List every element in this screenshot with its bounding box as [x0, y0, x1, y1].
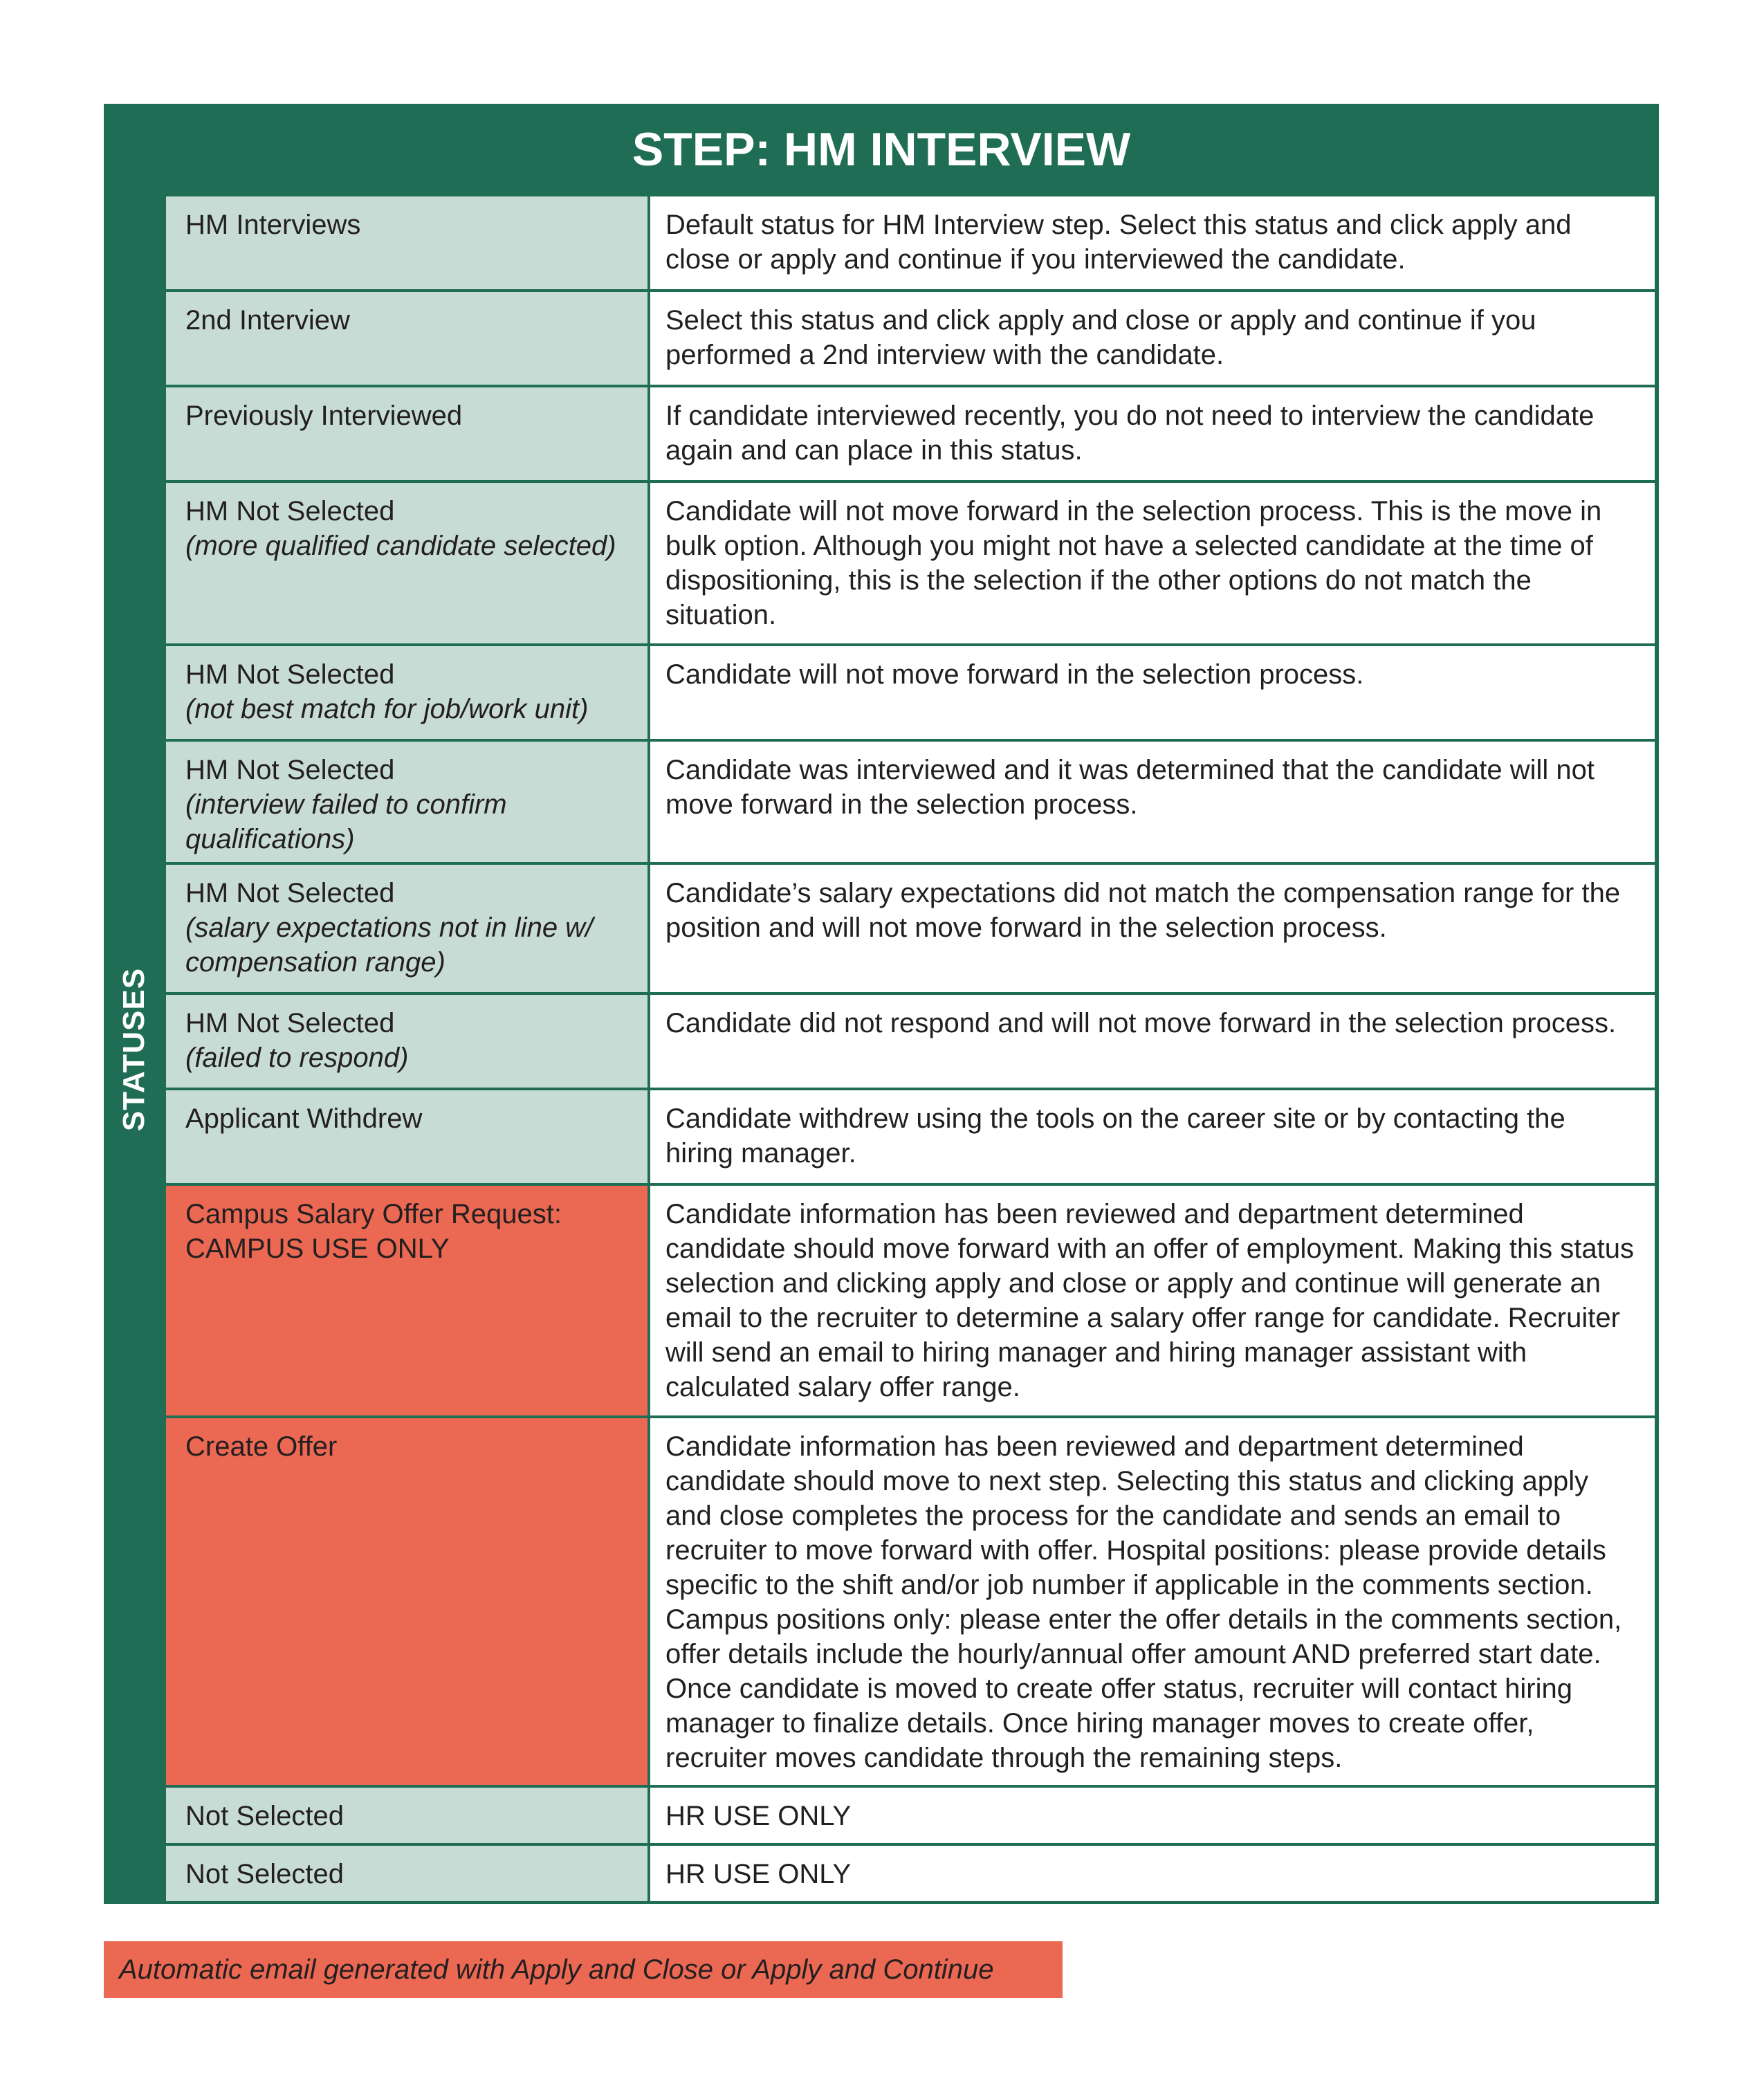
table-row — [165, 1186, 1659, 1415]
status-label: Applicant Withdrew — [185, 1103, 423, 1134]
description-cell: Candidate’s salary expectations did not match the compensation range for the position and will not move forward in the selection process. — [650, 865, 1655, 992]
status-cell — [166, 1186, 647, 1415]
status-label: HM Not Selected — [185, 755, 395, 785]
status-cell — [166, 1090, 647, 1183]
status-label: HM Not Selected — [185, 496, 395, 526]
table-row — [165, 995, 1659, 1088]
status-cell — [166, 742, 647, 862]
table-row — [165, 196, 1659, 289]
status-label: Not Selected — [185, 1859, 344, 1889]
table-row — [165, 646, 1659, 739]
status-table — [165, 195, 1659, 1904]
description-cell: Candidate was interviewed and it was determined that the candidate will not move forward in the selection process. — [650, 742, 1655, 862]
status-cell — [166, 1418, 647, 1785]
table-row — [165, 742, 1659, 862]
status-label: HM Not Selected — [185, 659, 395, 690]
status-label: HM Interviews — [185, 210, 361, 240]
status-sublabel: (not best match for job/work unit) — [185, 694, 589, 724]
table-row — [165, 292, 1659, 385]
table-row — [165, 1418, 1659, 1785]
status-label: HM Not Selected — [185, 878, 395, 908]
side-label — [104, 195, 165, 1904]
description-cell: Candidate information has been reviewed and department determined candidate should move forward with an offer of employment. Making this status selection and clicking apply and close or apply and continue will generate an email to the recruiter to determine a salary offer range for candidate. Recruiter will send an email to hiring manager and hiring manager assistant with calculated salary offer range. — [650, 1186, 1655, 1415]
table-row — [165, 483, 1659, 643]
legend-note — [104, 1941, 1063, 1998]
status-cell — [166, 196, 647, 289]
status-cell — [166, 865, 647, 992]
status-cell — [166, 292, 647, 385]
status-cell — [166, 1846, 647, 1901]
status-label: Not Selected — [185, 1801, 344, 1831]
side-label-text: STATUSES — [117, 967, 151, 1132]
status-cell — [166, 387, 647, 480]
description-cell: Select this status and click apply and close or apply and continue if you performed a 2nd interview with the candidate. — [650, 292, 1655, 385]
status-cell — [166, 995, 647, 1088]
description-cell: Candidate will not move forward in the selection process. — [650, 646, 1655, 739]
status-label: Previously Interviewed — [185, 401, 463, 431]
status-cell — [166, 1788, 647, 1843]
description-cell: HR USE ONLY — [650, 1788, 1655, 1843]
description-cell: If candidate interviewed recently, you do not need to interview the candidate again and can place in this status. — [650, 387, 1655, 480]
description-cell: Candidate information has been reviewed and department determined candidate should move to next step. Selecting this status and clicking apply and close completes the process for the candidate and sends an email to recruiter to move forward with offer. Hospital positions: please provide details specific to the shift and/or job number if applicable in the comments section. Campus positions only: please enter the offer details in the comments section, offer details include the hourly/annual offer amount AND preferred start date. Once candidate is moved to create offer status, recruiter will contact hiring manager to finalize details. Once hiring manager moves to create offer, recruiter moves candidate through the remaining steps. — [650, 1418, 1655, 1785]
legend-text: Automatic email generated with Apply and Close or Apply and Continue — [119, 1954, 994, 1985]
status-sublabel: (salary expectations not in line w/ compensation range) — [185, 913, 594, 978]
status-label: 2nd Interview — [185, 305, 350, 336]
table-row — [165, 1788, 1659, 1843]
status-label: Create Offer — [185, 1431, 338, 1462]
status-cell — [166, 483, 647, 643]
table-row — [165, 1846, 1659, 1901]
status-sublabel: (interview failed to confirm qualifications) — [185, 789, 507, 854]
status-label: Campus Salary Offer Request: CAMPUS USE ONLY — [185, 1199, 562, 1264]
description-cell: Default status for HM Interview step. Select this status and click apply and close or apply and continue if you interviewed the candidate. — [650, 196, 1655, 289]
description-cell: Candidate withdrew using the tools on the career site or by contacting the hiring manager. — [650, 1090, 1655, 1183]
status-cell — [166, 646, 647, 739]
description-cell: Candidate did not respond and will not move forward in the selection process. — [650, 995, 1655, 1088]
status-table-panel — [104, 104, 1659, 1904]
description-cell: HR USE ONLY — [650, 1846, 1655, 1901]
table-row — [165, 387, 1659, 480]
table-row — [165, 1090, 1659, 1183]
table-row — [165, 865, 1659, 992]
page-title: STEP: HM INTERVIEW — [632, 123, 1131, 176]
status-label: HM Not Selected — [185, 1008, 395, 1038]
status-sublabel: (more qualified candidate selected) — [185, 531, 616, 561]
status-sublabel: (failed to respond) — [185, 1043, 409, 1073]
description-cell: Candidate will not move forward in the selection process. This is the move in bulk option. Although you might not have a selected candidate at the time of dispositioning, this is the selection if the other options do not match the situation. — [650, 483, 1655, 643]
